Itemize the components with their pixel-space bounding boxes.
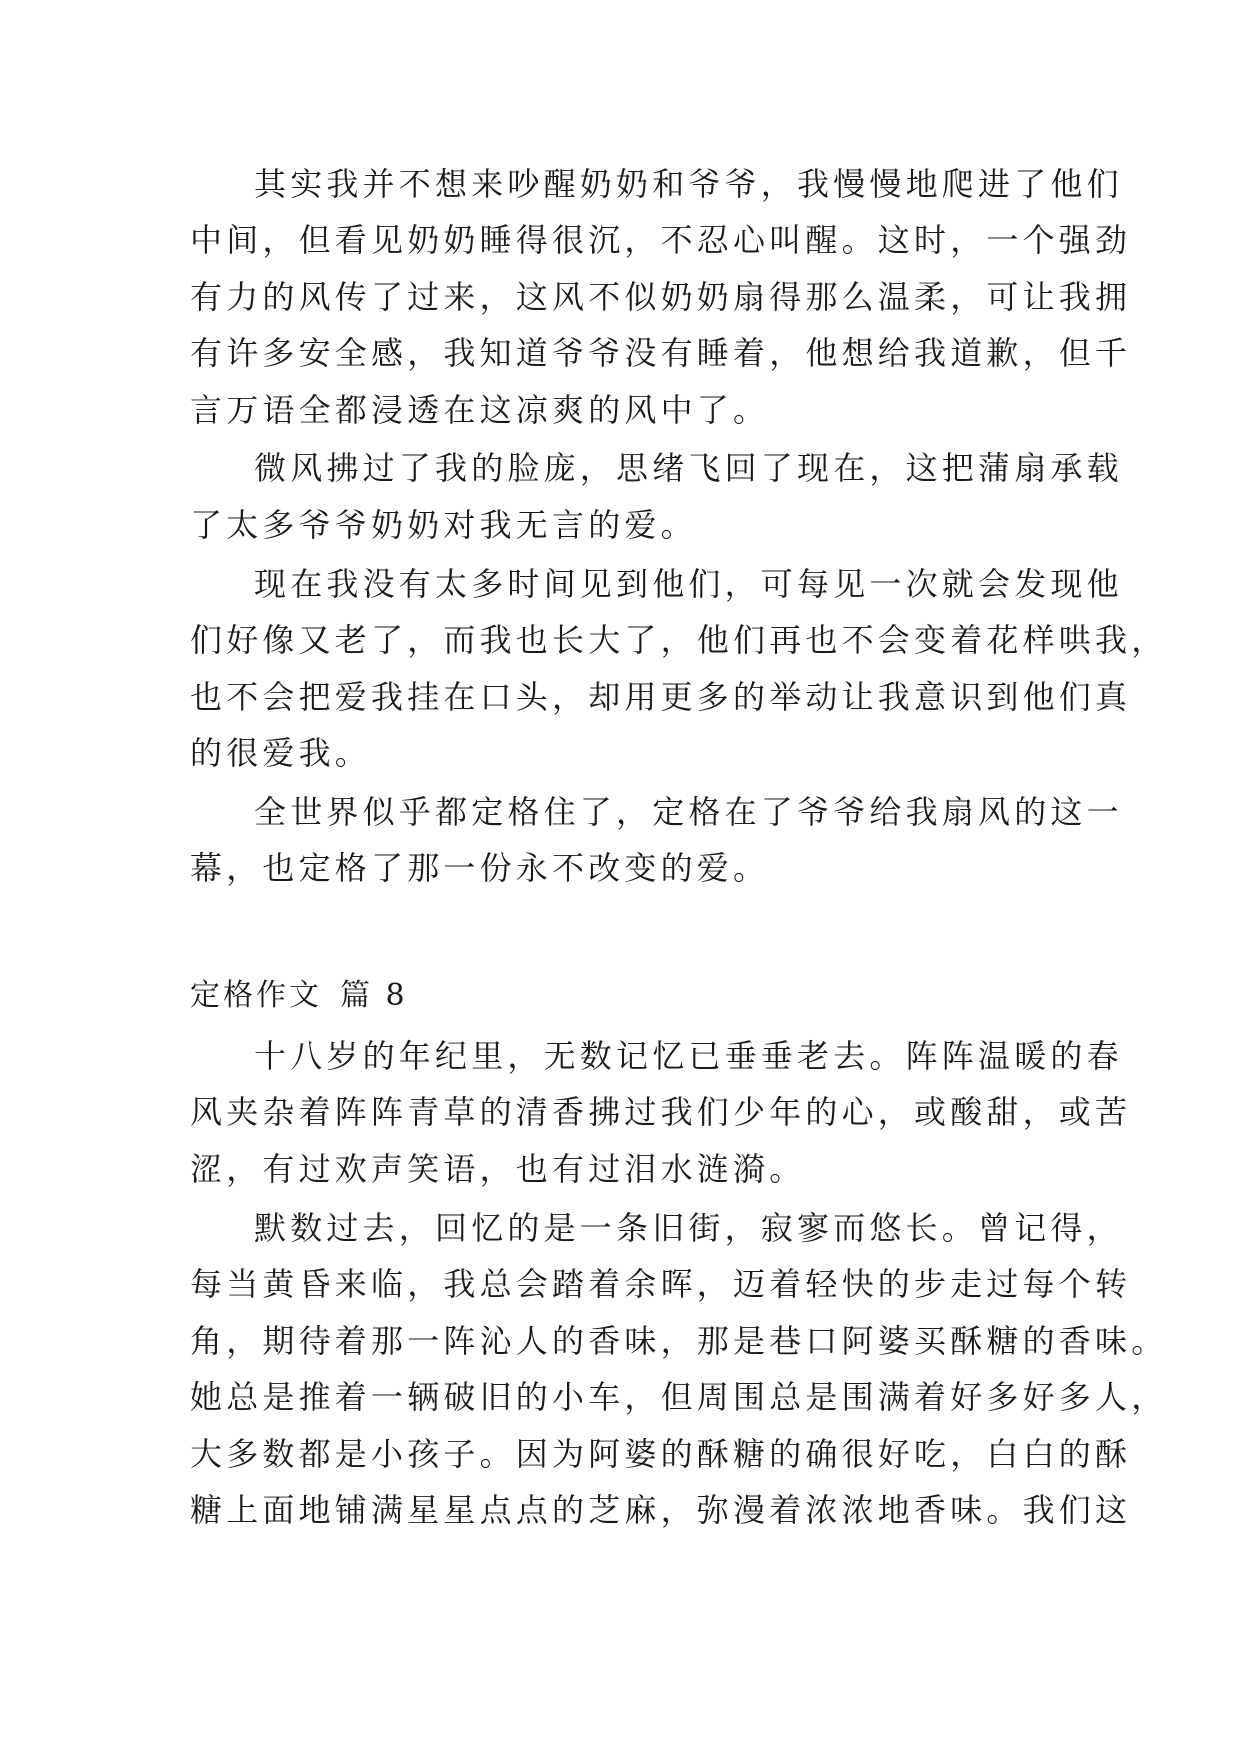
paragraph-3-line-4: 的很爱我。: [190, 734, 372, 772]
paragraph-5-line-1: 十八岁的年纪里，无数记忆已垂垂老去。阵阵温暖的春: [254, 1037, 1123, 1075]
paragraph-1-line-3: 有力的风传了过来，这风不似奶奶扇得那么温柔，可让我拥: [190, 278, 1132, 316]
paragraph-4-line-1: 全世界似乎都定格住了，定格在了爷爷给我扇风的这一: [254, 793, 1123, 831]
paragraph-2-line-2: 了太多爷爷奶奶对我无言的爱。: [190, 506, 697, 544]
section-heading-number: 篇 8: [340, 978, 408, 1013]
paragraph-5-line-3: 涩，有过欢声笑语，也有过泪水涟漪。: [190, 1150, 806, 1188]
paragraph-3-line-3: 也不会把爱我挂在口头，却用更多的举动让我意识到他们真: [190, 678, 1132, 716]
paragraph-6-line-2: 每当黄昏来临，我总会踏着余晖，迈着轻快的步走过每个转: [190, 1265, 1132, 1303]
paragraph-6-line-3: 角，期待着那一阵沁人的香味，那是巷口阿婆买酥糖的香味。: [190, 1322, 1168, 1360]
section-heading-title: 定格作文: [190, 978, 322, 1013]
paragraph-3-line-2: 们好像又老了，而我也长大了，他们再也不会变着花样哄我，: [190, 621, 1168, 659]
paragraph-4-line-2: 幕，也定格了那一份永不改变的爱。: [190, 849, 770, 887]
paragraph-6-line-4: 她总是推着一辆破旧的小车，但周围总是围满着好多好多人，: [190, 1378, 1168, 1416]
paragraph-1-line-5: 言万语全都浸透在这凉爽的风中了。: [190, 391, 770, 429]
paragraph-3-line-1: 现在我没有太多时间见到他们，可每见一次就会发现他: [254, 565, 1123, 603]
paragraph-1-line-1: 其实我并不想来吵醒奶奶和爷爷，我慢慢地爬进了他们: [254, 165, 1123, 203]
section-heading: [190, 968, 408, 1024]
paragraph-6-line-5: 大多数都是小孩子。因为阿婆的酥糖的确很好吃，白白的酥: [190, 1435, 1132, 1473]
paragraph-1-line-2: 中间，但看见奶奶睡得很沉，不忍心叫醒。这时，一个强劲: [190, 221, 1132, 259]
paragraph-2-line-1: 微风拂过了我的脸庞，思绪飞回了现在，这把蒲扇承载: [254, 449, 1123, 487]
paragraph-1-line-4: 有许多安全感，我知道爷爷没有睡着，他想给我道歉，但千: [190, 334, 1132, 372]
paragraph-6-line-1: 默数过去，回忆的是一条旧街，寂寥而悠长。曾记得，: [254, 1209, 1123, 1247]
paragraph-5-line-2: 风夹杂着阵阵青草的清香拂过我们少年的心，或酸甜，或苦: [190, 1093, 1132, 1131]
paragraph-6-line-6: 糖上面地铺满星星点点的芝麻，弥漫着浓浓地香味。我们这: [190, 1491, 1132, 1529]
